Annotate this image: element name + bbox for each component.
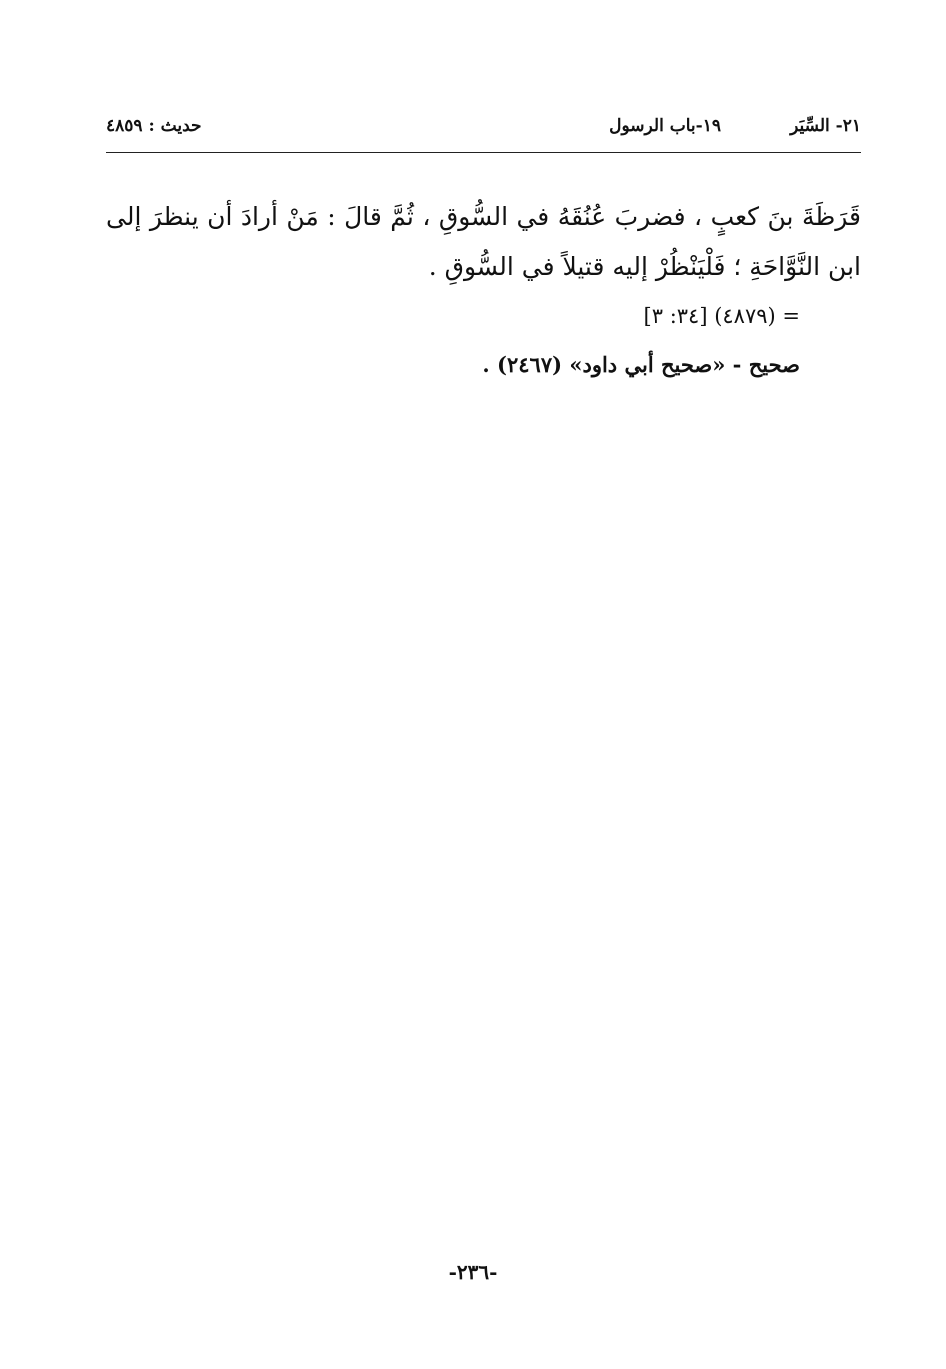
- header-hadith-number: حديث : ٤٨٥٩: [106, 116, 202, 136]
- header-book-title: ٢١- السِّيَر: [790, 116, 861, 136]
- running-header: [106, 112, 861, 148]
- hadith-grading: صحيح - «صحيح أبي داود» (٢٤٦٧) .: [482, 352, 800, 377]
- header-chapter-title: ١٩-باب الرسول: [609, 116, 721, 136]
- hadith-text: قَرَظَةَ بنَ كعبٍ ، فضربَ عُنُقَهُ في السُّوقِ ، ثُمَّ قالَ : مَنْ أرادَ أن ينظرَ إلى ابن النَّوَّاحَةِ ؛ فَلْيَنْظُرْ إليه قتيلاً في السُّوقِ .: [106, 202, 861, 281]
- page-number: -٢٣٦-: [448, 1260, 498, 1284]
- cross-reference: = (٤٨٧٩) [٣٤: ٣]: [643, 304, 800, 328]
- header-divider: [106, 152, 861, 153]
